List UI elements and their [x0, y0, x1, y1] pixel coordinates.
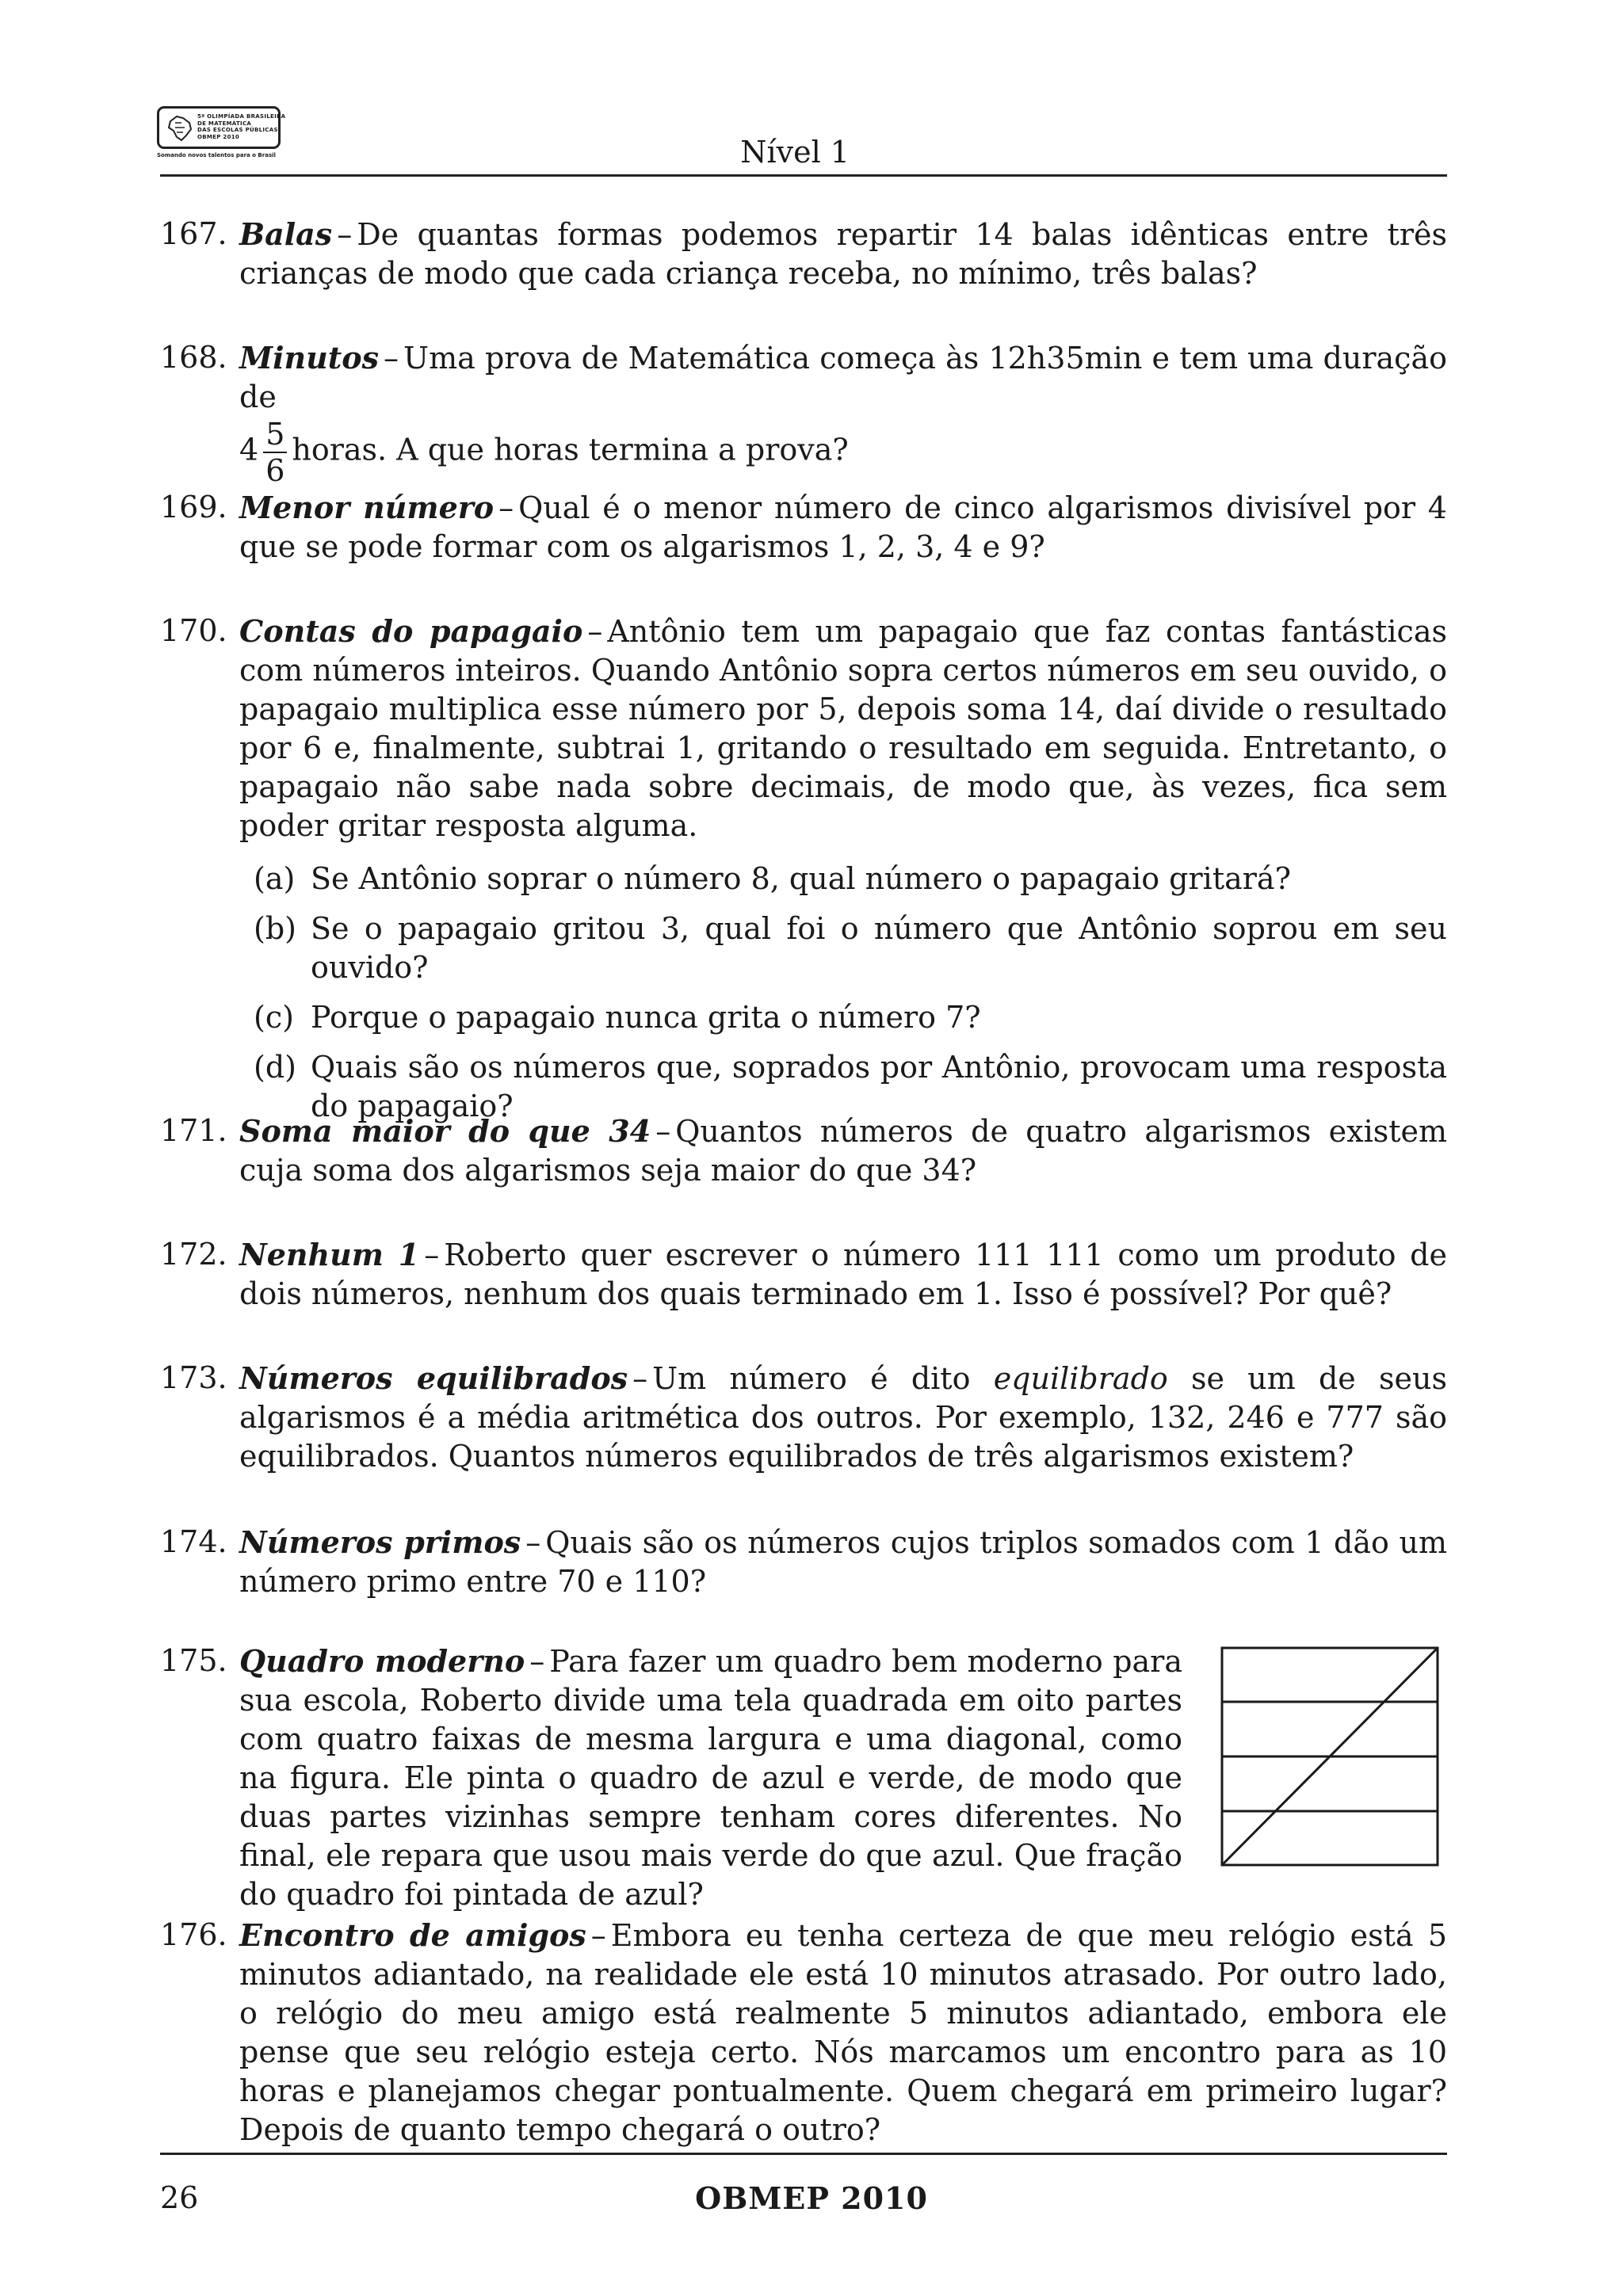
sub-question-list [254, 860, 1447, 1126]
problem-title: Soma maior do que 34 [239, 1113, 651, 1149]
problem-body: Contas do papagaio – Antônio tem um papagaio que faz contas fantásticas com números inteiros. Quando Antônio sopra certos números em seu ouvido, o papagaio multiplica esse número por 5, depois soma 14, daí divide o resultado por 6 e, finalmente, subtrai 1, gritando o resultado em seguida. Entretanto, o papagaio não sabe nada sobre decimais, de modo que, às vezes, fica sem poder gritar resposta alguma. [239, 613, 1447, 843]
problem-text: Qual é o menor número de cinco algarismos divisível por 4 que se pode formar com os algarismos 1, 2, 3, 4 e 9? [239, 490, 1447, 564]
problem-title: Minutos [239, 340, 380, 376]
fraction-denominator: 6 [265, 453, 285, 488]
problem-number: 174. [160, 1524, 227, 1559]
header-divider [160, 174, 1447, 177]
problem-number: 167. [160, 216, 227, 251]
logo-tagline: Somando novos talentos para o Brasil [157, 152, 276, 158]
problem-text: Quantos números de quatro algarismos existem cuja soma dos algarismos seja maior do que 34? [239, 1114, 1448, 1188]
problem-text: Um número é dito [652, 1361, 971, 1396]
problem-title: Balas [239, 216, 333, 252]
problem-text: Antônio tem um papagaio que faz contas fantásticas com números inteiros. Quando Antônio sopra certos números em seu ouvido, o papagaio multiplica esse número por 5, depois soma 14, daí divide o resultado por 6 e, finalmente, subtrai 1, gritando o resultado em seguida. Entretanto, o papagaio não sabe nada sobre decimais, de modo que, às vezes, fica sem poder gritar resposta alguma. [239, 614, 1447, 843]
problem-text-continued: horas. A que horas termina a prova? [292, 432, 849, 467]
sub-question-label: (a) [254, 861, 296, 896]
sub-question [254, 860, 1447, 898]
page-number: 26 [160, 2180, 199, 2215]
problem-title: Números primos [239, 1524, 521, 1560]
sub-question-text: Porque o papagaio nunca grita o número 7? [311, 1000, 981, 1035]
fraction [263, 417, 287, 488]
problem-body: Números equilibrados – Um número é dito equilibrado se um de seus algarismos é a média aritmética dos outros. Por exemplo, 132, 246 e 777 são equilibrados. Quantos números equilibrados de três algarismos existem? [239, 1360, 1447, 1474]
problem-title: Quadro moderno [239, 1643, 525, 1679]
sub-question-text: Quais são os números que, soprados por Antônio, provocam uma resposta do papagaio? [311, 1050, 1447, 1123]
problem-body: Encontro de amigos – Embora eu tenha certeza de que meu relógio está 5 minutos adiantado, na realidade ele está 10 minutos atrasado. Por outro lado, o relógio do meu amigo está realmente 5 minutos adiantado, embora ele pense que seu relógio esteja certo. Nós marcamos um encontro para as 10 horas e planejamos chegar pontualmente. Quem chegará em primeiro lugar? Depois de quanto tempo chegará o outro? [239, 1917, 1447, 2147]
sub-question-text: Se Antônio soprar o número 8, qual número o papagaio gritará? [311, 861, 1291, 896]
logo-text-line: DAS ESCOLAS PÚBLICAS [197, 127, 278, 134]
problem-171 [160, 1112, 1447, 1190]
striped-square-diagonal-figure [1220, 1646, 1439, 1867]
problem-text: Roberto quer escrever o número 111 111 como um produto de dois números, nenhum dos quais terminado em 1. Isso é possível? Por quê? [239, 1238, 1447, 1311]
sub-question-text: Se o papagaio gritou 3, qual foi o número que Antônio soprou em seu ouvido? [311, 911, 1447, 985]
emphasized-term: equilibrado [993, 1361, 1168, 1396]
problem-body: Nenhum 1 – Roberto quer escrever o número 111 111 como um produto de dois números, nenhum dos quais terminado em 1. Isso é possível? Por quê? [239, 1237, 1447, 1311]
problem-number: 176. [160, 1917, 227, 1952]
problem-number: 171. [160, 1113, 227, 1148]
problem-body: Menor número – Qual é o menor número de cinco algarismos divisível por 4 que se pode formar com os algarismos 1, 2, 3, 4 e 9? [239, 490, 1447, 564]
problem-body: Soma maior do que 34 – Quantos números de quatro algarismos existem cuja soma dos algarismos seja maior do que 34? [239, 1113, 1448, 1188]
problem-number: 173. [160, 1360, 227, 1395]
problem-167 [160, 215, 1447, 293]
logo-text-line: OBMEP 2010 [197, 133, 240, 140]
problem-number: 168. [160, 340, 227, 375]
obmep-logo [157, 106, 284, 168]
problem-text-continued: se um de seus algarismos é a média aritmética dos outros. Por exemplo, 132, 246 e 777 são equilibrados. Quantos números equilibrados de três algarismos existem? [239, 1361, 1447, 1474]
problem-title: Encontro de amigos [239, 1917, 586, 1953]
problem-text: Uma prova de Matemática começa às 12h35min e tem uma duração de [239, 341, 1447, 414]
sub-question-label: (b) [254, 911, 296, 946]
logo-frame [157, 106, 286, 149]
problem-title: Números equilibrados [239, 1360, 628, 1396]
sub-question [254, 910, 1447, 987]
problem-number: 175. [160, 1643, 227, 1678]
logo-text-line: 5ª OLIMPÍADA BRASILEIRA [197, 113, 286, 120]
sub-question-label: (d) [254, 1050, 296, 1085]
problem-title: Nenhum 1 [239, 1237, 420, 1272]
problem-169 [160, 488, 1447, 566]
problem-173 [160, 1359, 1447, 1476]
problem-text: Quais são os números cujos triplos somados com 1 dão um número primo entre 70 e 110? [239, 1525, 1447, 1599]
problem-172 [160, 1235, 1447, 1314]
problem-body: Quadro moderno – Para fazer um quadro bem moderno para sua escola, Roberto divide uma tela quadrada em oito partes com quatro faixas de mesma largura e uma diagonal, como na figura. Ele pinta o quadro de azul e verde, de modo que duas partes vizinhas sempre tenham cores diferentes. No final, ele repara que usou mais verde do que azul. Que fração do quadro foi pintada de azul? [239, 1643, 1182, 1912]
problem-text: Embora eu tenha certeza de que meu relógio está 5 minutos adiantado, na realidade ele está 10 minutos atrasado. Por outro lado, o relógio do meu amigo está realmente 5 minutos adiantado, embora ele pense que seu relógio esteja certo. Nós marcamos um encontro para as 10 horas e planejamos chegar pontualmente. Quem chegará em primeiro lugar? Depois de quanto tempo chegará o outro? [239, 1918, 1447, 2147]
fraction-numerator: 5 [263, 417, 287, 453]
problem-text: Para fazer um quadro bem moderno para sua escola, Roberto divide uma tela quadrada em oito partes com quatro faixas de mesma largura e uma diagonal, como na figura. Ele pinta o quadro de azul e verde, de modo que duas partes vizinhas sempre tenham cores diferentes. No final, ele repara que usou mais verde do que azul. Que fração do quadro foi pintada de azul? [239, 1644, 1182, 1912]
problem-number: 169. [160, 490, 227, 524]
brazil-map-icon [166, 113, 194, 143]
problem-body: Minutos – Uma prova de Matemática começa às 12h35min e tem uma duração de 4 $\frac{5}{6}$ horas. A que horas termina a prova? [239, 340, 1447, 488]
level-heading: Nível 1 [740, 135, 850, 170]
problem-body: Números primos – Quais são os números cujos triplos somados com 1 dão um número primo entre 70 e 110? [239, 1524, 1447, 1599]
problem-body: Balas – De quantas formas podemos repartir 14 balas idênticas entre três crianças de modo que cada criança receba, no mínimo, três balas? [239, 216, 1447, 291]
problem-title: Contas do papagaio [239, 613, 583, 649]
sub-question [254, 998, 1447, 1037]
problem-number: 170. [160, 613, 227, 648]
sub-question-label: (c) [254, 1000, 294, 1035]
problem-170 [160, 612, 1447, 1137]
problem-168 [160, 338, 1447, 488]
problem-174 [160, 1523, 1447, 1601]
footer-brand: OBMEP 2010 [695, 2180, 928, 2216]
problem-title: Menor número [239, 490, 495, 525]
problem-176 [160, 1916, 1447, 2149]
footer-divider [160, 2153, 1447, 2155]
mixed-number-whole: 4 [239, 432, 259, 467]
logo-text-line: DE MATEMÁTICA [197, 120, 252, 127]
problem-text: De quantas formas podemos repartir 14 balas idênticas entre três crianças de modo que cada criança receba, no mínimo, três balas? [239, 217, 1447, 291]
problem-number: 172. [160, 1237, 227, 1272]
problem-175 [160, 1642, 1182, 1914]
